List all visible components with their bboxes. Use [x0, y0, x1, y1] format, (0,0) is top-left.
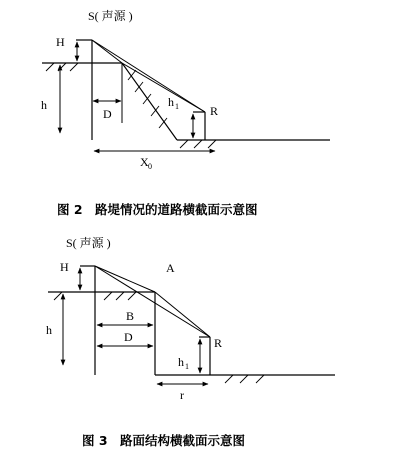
- source-label-2: S( 声源 ): [66, 236, 111, 250]
- svg-text:1: 1: [175, 102, 179, 111]
- road-structure-diagram: [46, 235, 335, 448]
- h1-label-2: [178, 355, 189, 371]
- A-label: A: [166, 261, 175, 275]
- svg-text:X: X: [140, 155, 149, 169]
- h-label: h: [41, 98, 47, 112]
- source-label: S( 声源 ): [88, 9, 133, 23]
- sound-ray-to-edge: [92, 40, 122, 63]
- svg-text:h: h: [178, 355, 184, 369]
- X0-label: [140, 155, 152, 171]
- embankment-diagram: [41, 8, 330, 217]
- r-label: r: [180, 388, 184, 402]
- svg-text:h: h: [168, 95, 174, 109]
- D-label-2: D: [124, 330, 133, 344]
- B-label: B: [126, 309, 135, 323]
- svg-text:0: 0: [148, 162, 152, 171]
- sound-ray-diffracted-2: [155, 292, 210, 337]
- H-label-2: H: [60, 260, 69, 274]
- D-label: D: [103, 107, 112, 121]
- h-label-2: h: [46, 323, 52, 337]
- figure2-caption: 图 3 路面结构横截面示意图: [82, 433, 246, 448]
- sound-ray-to-edge-2: [95, 266, 155, 292]
- figure1-caption: 图 2 路堤情况的道路横截面示意图: [57, 202, 258, 217]
- lower-ground-hatch: [180, 140, 216, 148]
- lower-ground-hatch-2: [225, 375, 264, 383]
- H-label: H: [56, 35, 65, 49]
- sound-ray-diffracted: [122, 63, 205, 112]
- h1-label: [168, 95, 179, 111]
- sound-ray-direct-2: [95, 266, 210, 337]
- svg-text:1: 1: [185, 362, 189, 371]
- R-label: R: [210, 104, 219, 118]
- upper-ground-hatch: [46, 63, 78, 71]
- R-label-2: R: [214, 336, 223, 350]
